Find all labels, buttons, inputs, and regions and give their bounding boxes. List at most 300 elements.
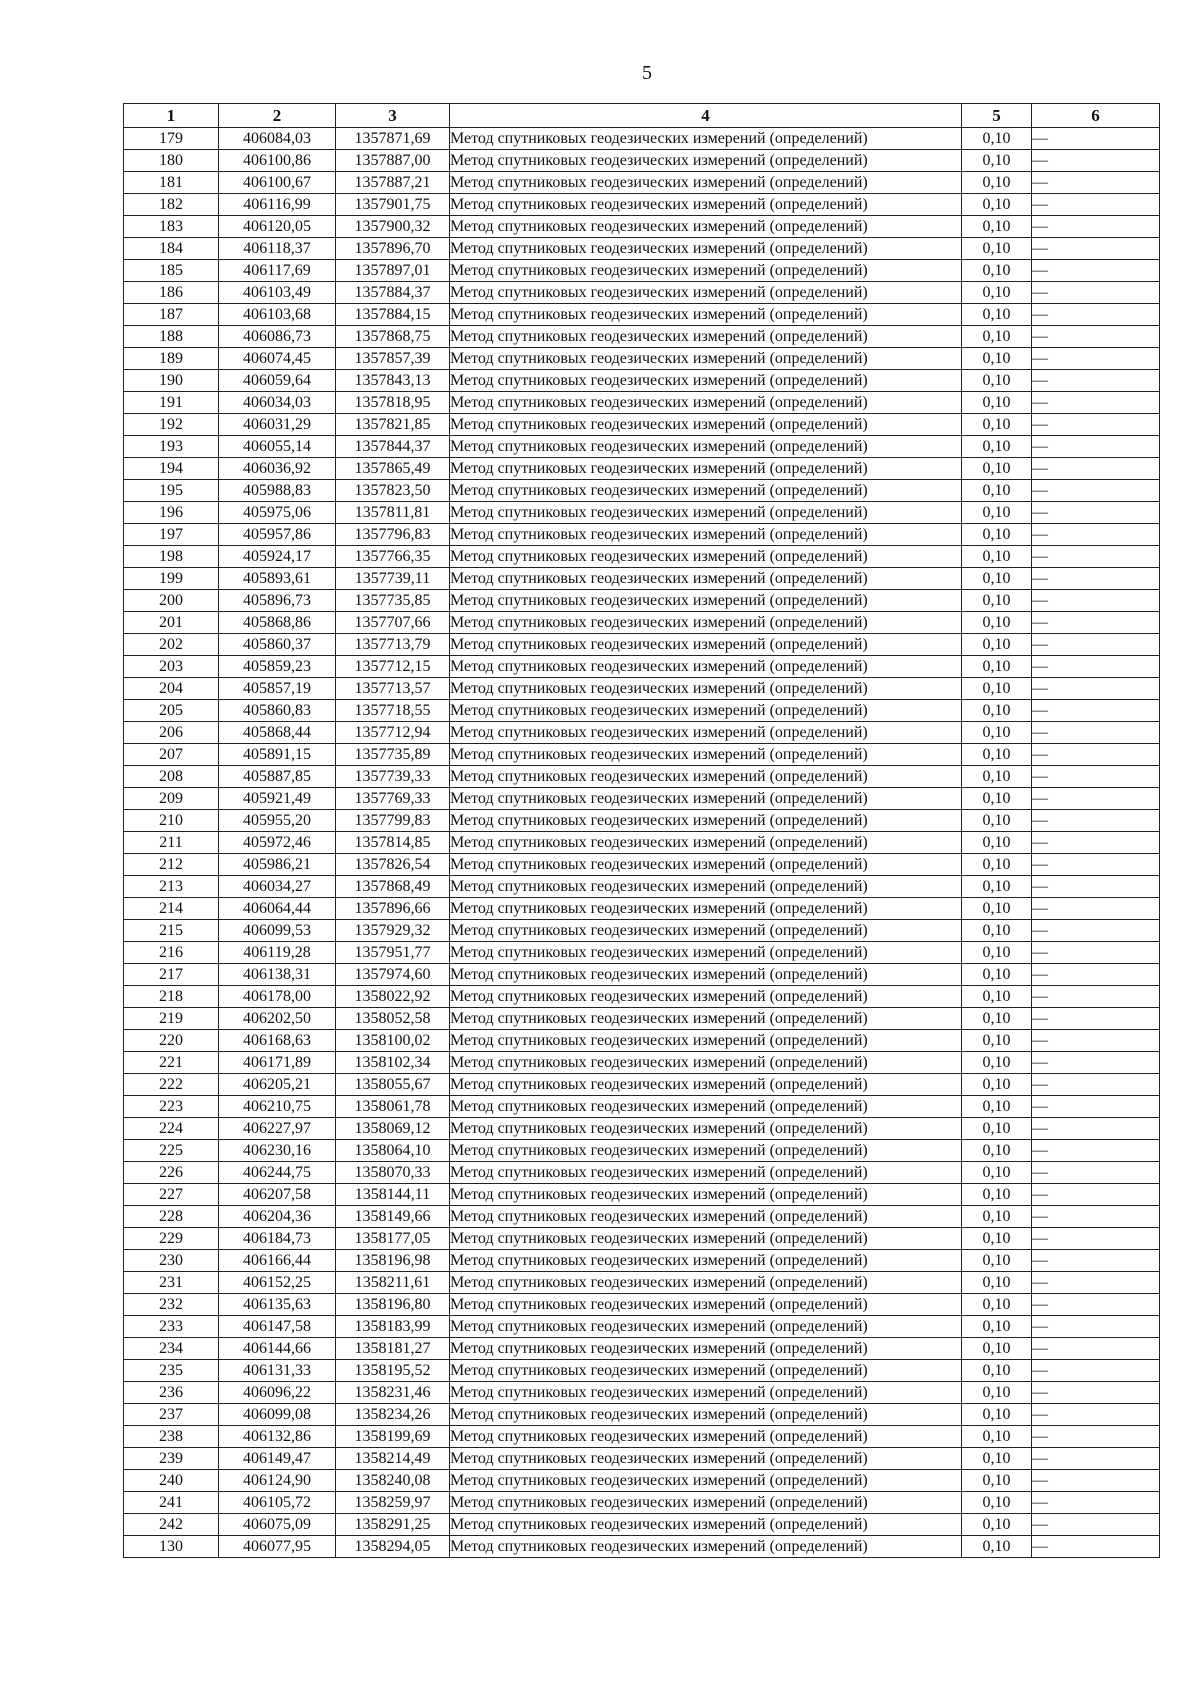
method-cell: Метод спутниковых геодезических измерений (определений) [450,876,962,898]
description-cell: — [1032,920,1160,942]
accuracy-cell: 0,10 [962,1184,1032,1206]
x-coordinate-cell: 406138,31 [219,964,336,986]
method-cell: Метод спутниковых геодезических измерений (определений) [450,414,962,436]
method-cell: Метод спутниковых геодезических измерений (определений) [450,1206,962,1228]
method-cell: Метод спутниковых геодезических измерений (определений) [450,568,962,590]
table-header-row [124,104,1160,128]
description-cell: — [1032,634,1160,656]
description-cell: — [1032,172,1160,194]
x-coordinate-cell: 406166,44 [219,1250,336,1272]
method-cell: Метод спутниковых геодезических измерений (определений) [450,1426,962,1448]
accuracy-cell: 0,10 [962,854,1032,876]
x-coordinate-cell: 406202,50 [219,1008,336,1030]
description-cell: — [1032,370,1160,392]
point-number-cell: 233 [124,1316,219,1338]
method-cell: Метод спутниковых геодезических измерений (определений) [450,1184,962,1206]
method-cell: Метод спутниковых геодезических измерений (определений) [450,1272,962,1294]
table-row [124,1074,1160,1096]
table-row [124,238,1160,260]
y-coordinate-cell: 1358052,58 [336,1008,450,1030]
table-row [124,1360,1160,1382]
table-row [124,810,1160,832]
point-number-cell: 230 [124,1250,219,1272]
table-row [124,568,1160,590]
x-coordinate-cell: 406036,92 [219,458,336,480]
point-number-cell: 213 [124,876,219,898]
x-coordinate-cell: 406075,09 [219,1514,336,1536]
accuracy-cell: 0,10 [962,1404,1032,1426]
table-row [124,436,1160,458]
y-coordinate-cell: 1357823,50 [336,480,450,502]
table-row [124,920,1160,942]
y-coordinate-cell: 1357796,83 [336,524,450,546]
x-coordinate-cell: 406059,64 [219,370,336,392]
point-number-cell: 209 [124,788,219,810]
point-number-cell: 229 [124,1228,219,1250]
accuracy-cell: 0,10 [962,436,1032,458]
accuracy-cell: 0,10 [962,1096,1032,1118]
description-cell: — [1032,502,1160,524]
method-cell: Метод спутниковых геодезических измерений (определений) [450,150,962,172]
method-cell: Метод спутниковых геодезических измерений (определений) [450,744,962,766]
point-number-cell: 187 [124,304,219,326]
x-coordinate-cell: 406034,03 [219,392,336,414]
y-coordinate-cell: 1358064,10 [336,1140,450,1162]
y-coordinate-cell: 1357974,60 [336,964,450,986]
y-coordinate-cell: 1357884,37 [336,282,450,304]
method-cell: Метод спутниковых геодезических измерений (определений) [450,282,962,304]
y-coordinate-cell: 1358259,97 [336,1492,450,1514]
point-number-cell: 183 [124,216,219,238]
description-cell: — [1032,524,1160,546]
table-row [124,1184,1160,1206]
x-coordinate-cell: 405891,15 [219,744,336,766]
table-row [124,150,1160,172]
point-number-cell: 214 [124,898,219,920]
method-cell: Метод спутниковых геодезических измерений (определений) [450,326,962,348]
method-cell: Метод спутниковых геодезических измерений (определений) [450,436,962,458]
x-coordinate-cell: 405887,85 [219,766,336,788]
description-cell: — [1032,436,1160,458]
description-cell: — [1032,964,1160,986]
table-row [124,1118,1160,1140]
x-coordinate-cell: 406120,05 [219,216,336,238]
method-cell: Метод спутниковых геодезических измерений (определений) [450,942,962,964]
accuracy-cell: 0,10 [962,722,1032,744]
x-coordinate-cell: 406147,58 [219,1316,336,1338]
description-cell: — [1032,612,1160,634]
table-row [124,766,1160,788]
point-number-cell: 189 [124,348,219,370]
description-cell: — [1032,414,1160,436]
method-cell: Метод спутниковых геодезических измерений (определений) [450,194,962,216]
x-coordinate-cell: 405975,06 [219,502,336,524]
y-coordinate-cell: 1358061,78 [336,1096,450,1118]
accuracy-cell: 0,10 [962,1074,1032,1096]
description-cell: — [1032,1052,1160,1074]
point-number-cell: 196 [124,502,219,524]
column-header-method: 4 [450,104,962,128]
y-coordinate-cell: 1357826,54 [336,854,450,876]
method-cell: Метод спутниковых геодезических измерений (определений) [450,1096,962,1118]
description-cell: — [1032,260,1160,282]
y-coordinate-cell: 1357712,15 [336,656,450,678]
point-number-cell: 192 [124,414,219,436]
point-number-cell: 234 [124,1338,219,1360]
accuracy-cell: 0,10 [962,1294,1032,1316]
accuracy-cell: 0,10 [962,392,1032,414]
point-number-cell: 238 [124,1426,219,1448]
table-body [124,128,1160,1558]
y-coordinate-cell: 1357811,81 [336,502,450,524]
accuracy-cell: 0,10 [962,326,1032,348]
accuracy-cell: 0,10 [962,920,1032,942]
table-row [124,1030,1160,1052]
method-cell: Метод спутниковых геодезических измерений (определений) [450,1074,962,1096]
description-cell: — [1032,194,1160,216]
point-number-cell: 223 [124,1096,219,1118]
x-coordinate-cell: 406118,37 [219,238,336,260]
accuracy-cell: 0,10 [962,546,1032,568]
method-cell: Метод спутниковых геодезических измерений (определений) [450,1228,962,1250]
description-cell: — [1032,744,1160,766]
table-row [124,502,1160,524]
method-cell: Метод спутниковых геодезических измерений (определений) [450,810,962,832]
accuracy-cell: 0,10 [962,590,1032,612]
method-cell: Метод спутниковых геодезических измерений (определений) [450,348,962,370]
accuracy-cell: 0,10 [962,568,1032,590]
description-cell: — [1032,788,1160,810]
point-number-cell: 203 [124,656,219,678]
accuracy-cell: 0,10 [962,414,1032,436]
method-cell: Метод спутниковых геодезических измерений (определений) [450,1008,962,1030]
description-cell: — [1032,1140,1160,1162]
point-number-cell: 215 [124,920,219,942]
description-cell: — [1032,1338,1160,1360]
y-coordinate-cell: 1358211,61 [336,1272,450,1294]
y-coordinate-cell: 1357735,89 [336,744,450,766]
y-coordinate-cell: 1357871,69 [336,128,450,150]
x-coordinate-cell: 406207,58 [219,1184,336,1206]
x-coordinate-cell: 406205,21 [219,1074,336,1096]
x-coordinate-cell: 406230,16 [219,1140,336,1162]
accuracy-cell: 0,10 [962,766,1032,788]
method-cell: Метод спутниковых геодезических измерений (определений) [450,238,962,260]
accuracy-cell: 0,10 [962,502,1032,524]
table-row [124,1162,1160,1184]
point-number-cell: 181 [124,172,219,194]
y-coordinate-cell: 1357739,33 [336,766,450,788]
accuracy-cell: 0,10 [962,1536,1032,1558]
point-number-cell: 239 [124,1448,219,1470]
y-coordinate-cell: 1357766,35 [336,546,450,568]
y-coordinate-cell: 1358231,46 [336,1382,450,1404]
accuracy-cell: 0,10 [962,656,1032,678]
x-coordinate-cell: 406099,08 [219,1404,336,1426]
table-row [124,678,1160,700]
description-cell: — [1032,656,1160,678]
description-cell: — [1032,986,1160,1008]
table-row [124,876,1160,898]
accuracy-cell: 0,10 [962,238,1032,260]
point-number-cell: 221 [124,1052,219,1074]
method-cell: Метод спутниковых геодезических измерений (определений) [450,1404,962,1426]
table-row [124,1250,1160,1272]
y-coordinate-cell: 1358100,02 [336,1030,450,1052]
y-coordinate-cell: 1357897,01 [336,260,450,282]
point-number-cell: 199 [124,568,219,590]
method-cell: Метод спутниковых геодезических измерений (определений) [450,128,962,150]
description-cell: — [1032,1096,1160,1118]
y-coordinate-cell: 1357713,57 [336,678,450,700]
table-row [124,942,1160,964]
description-cell: — [1032,1074,1160,1096]
point-number-cell: 241 [124,1492,219,1514]
x-coordinate-cell: 406103,68 [219,304,336,326]
point-number-cell: 193 [124,436,219,458]
table-row [124,1316,1160,1338]
table-row [124,700,1160,722]
method-cell: Метод спутниковых геодезических измерений (определений) [450,832,962,854]
column-header-description: 6 [1032,104,1160,128]
point-number-cell: 185 [124,260,219,282]
accuracy-cell: 0,10 [962,1250,1032,1272]
method-cell: Метод спутниковых геодезических измерений (определений) [450,546,962,568]
point-number-cell: 210 [124,810,219,832]
accuracy-cell: 0,10 [962,1382,1032,1404]
y-coordinate-cell: 1358055,67 [336,1074,450,1096]
y-coordinate-cell: 1358181,27 [336,1338,450,1360]
accuracy-cell: 0,10 [962,458,1032,480]
y-coordinate-cell: 1358240,08 [336,1470,450,1492]
description-cell: — [1032,1448,1160,1470]
method-cell: Метод спутниковых геодезических измерений (определений) [450,1162,962,1184]
method-cell: Метод спутниковых геодезических измерений (определений) [450,854,962,876]
point-number-cell: 225 [124,1140,219,1162]
x-coordinate-cell: 405859,23 [219,656,336,678]
point-number-cell: 224 [124,1118,219,1140]
accuracy-cell: 0,10 [962,1052,1032,1074]
y-coordinate-cell: 1357887,21 [336,172,450,194]
x-coordinate-cell: 405924,17 [219,546,336,568]
method-cell: Метод спутниковых геодезических измерений (определений) [450,1360,962,1382]
accuracy-cell: 0,10 [962,678,1032,700]
accuracy-cell: 0,10 [962,1492,1032,1514]
description-cell: — [1032,1426,1160,1448]
accuracy-cell: 0,10 [962,304,1032,326]
method-cell: Метод спутниковых геодезических измерений (определений) [450,722,962,744]
method-cell: Метод спутниковых геодезических измерений (определений) [450,1492,962,1514]
y-coordinate-cell: 1358196,98 [336,1250,450,1272]
x-coordinate-cell: 405955,20 [219,810,336,832]
x-coordinate-cell: 406149,47 [219,1448,336,1470]
table-row [124,1272,1160,1294]
y-coordinate-cell: 1358149,66 [336,1206,450,1228]
table-row [124,260,1160,282]
table-row [124,634,1160,656]
description-cell: — [1032,1206,1160,1228]
table-row [124,326,1160,348]
y-coordinate-cell: 1357868,49 [336,876,450,898]
x-coordinate-cell: 405860,83 [219,700,336,722]
y-coordinate-cell: 1357818,95 [336,392,450,414]
table-row [124,1382,1160,1404]
table-row [124,854,1160,876]
description-cell: — [1032,1360,1160,1382]
point-number-cell: 204 [124,678,219,700]
y-coordinate-cell: 1357929,32 [336,920,450,942]
accuracy-cell: 0,10 [962,744,1032,766]
accuracy-cell: 0,10 [962,634,1032,656]
table-row [124,370,1160,392]
table-row [124,392,1160,414]
point-number-cell: 182 [124,194,219,216]
y-coordinate-cell: 1357868,75 [336,326,450,348]
point-number-cell: 184 [124,238,219,260]
point-number-cell: 217 [124,964,219,986]
description-cell: — [1032,326,1160,348]
x-coordinate-cell: 406144,66 [219,1338,336,1360]
y-coordinate-cell: 1357799,83 [336,810,450,832]
description-cell: — [1032,766,1160,788]
x-coordinate-cell: 406117,69 [219,260,336,282]
x-coordinate-cell: 406099,53 [219,920,336,942]
method-cell: Метод спутниковых геодезических измерений (определений) [450,788,962,810]
accuracy-cell: 0,10 [962,194,1032,216]
x-coordinate-cell: 406168,63 [219,1030,336,1052]
table-row [124,788,1160,810]
method-cell: Метод спутниковых геодезических измерений (определений) [450,590,962,612]
accuracy-cell: 0,10 [962,1162,1032,1184]
accuracy-cell: 0,10 [962,1008,1032,1030]
x-coordinate-cell: 406084,03 [219,128,336,150]
y-coordinate-cell: 1357769,33 [336,788,450,810]
accuracy-cell: 0,10 [962,964,1032,986]
method-cell: Метод спутниковых геодезических измерений (определений) [450,1140,962,1162]
description-cell: — [1032,568,1160,590]
x-coordinate-cell: 406096,22 [219,1382,336,1404]
table-row [124,744,1160,766]
method-cell: Метод спутниковых геодезических измерений (определений) [450,986,962,1008]
description-cell: — [1032,1250,1160,1272]
x-coordinate-cell: 406124,90 [219,1470,336,1492]
table-row [124,1492,1160,1514]
x-coordinate-cell: 406204,36 [219,1206,336,1228]
y-coordinate-cell: 1358183,99 [336,1316,450,1338]
table-row [124,986,1160,1008]
description-cell: — [1032,722,1160,744]
point-number-cell: 218 [124,986,219,1008]
method-cell: Метод спутниковых геодезических измерений (определений) [450,1052,962,1074]
x-coordinate-cell: 406064,44 [219,898,336,920]
table-row [124,832,1160,854]
method-cell: Метод спутниковых геодезических измерений (определений) [450,1514,962,1536]
point-number-cell: 242 [124,1514,219,1536]
x-coordinate-cell: 405986,21 [219,854,336,876]
column-header-point-number: 1 [124,104,219,128]
table-row [124,1228,1160,1250]
accuracy-cell: 0,10 [962,810,1032,832]
table-row [124,898,1160,920]
point-number-cell: 205 [124,700,219,722]
y-coordinate-cell: 1357900,32 [336,216,450,238]
description-cell: — [1032,238,1160,260]
point-number-cell: 228 [124,1206,219,1228]
point-number-cell: 240 [124,1470,219,1492]
y-coordinate-cell: 1357739,11 [336,568,450,590]
x-coordinate-cell: 406055,14 [219,436,336,458]
description-cell: — [1032,1492,1160,1514]
y-coordinate-cell: 1357857,39 [336,348,450,370]
accuracy-cell: 0,10 [962,348,1032,370]
accuracy-cell: 0,10 [962,898,1032,920]
y-coordinate-cell: 1357718,55 [336,700,450,722]
method-cell: Метод спутниковых геодезических измерений (определений) [450,964,962,986]
y-coordinate-cell: 1358144,11 [336,1184,450,1206]
table-row [124,1206,1160,1228]
y-coordinate-cell: 1357821,85 [336,414,450,436]
point-number-cell: 237 [124,1404,219,1426]
page-number: 5 [642,62,652,84]
method-cell: Метод спутниковых геодезических измерений (определений) [450,370,962,392]
description-cell: — [1032,832,1160,854]
point-number-cell: 216 [124,942,219,964]
column-header-accuracy: 5 [962,104,1032,128]
method-cell: Метод спутниковых геодезических измерений (определений) [450,304,962,326]
method-cell: Метод спутниковых геодезических измерений (определений) [450,634,962,656]
method-cell: Метод спутниковых геодезических измерений (определений) [450,678,962,700]
table-row [124,964,1160,986]
x-coordinate-cell: 405896,73 [219,590,336,612]
description-cell: — [1032,282,1160,304]
description-cell: — [1032,1008,1160,1030]
y-coordinate-cell: 1357896,66 [336,898,450,920]
table-row [124,1140,1160,1162]
point-number-cell: 188 [124,326,219,348]
method-cell: Метод спутниковых геодезических измерений (определений) [450,1250,962,1272]
description-cell: — [1032,216,1160,238]
point-number-cell: 179 [124,128,219,150]
description-cell: — [1032,480,1160,502]
accuracy-cell: 0,10 [962,128,1032,150]
description-cell: — [1032,458,1160,480]
accuracy-cell: 0,10 [962,150,1032,172]
table-row [124,590,1160,612]
method-cell: Метод спутниковых геодезических измерений (определений) [450,458,962,480]
point-number-cell: 227 [124,1184,219,1206]
description-cell: — [1032,854,1160,876]
table-row [124,1470,1160,1492]
point-number-cell: 219 [124,1008,219,1030]
description-cell: — [1032,150,1160,172]
x-coordinate-cell: 406152,25 [219,1272,336,1294]
accuracy-cell: 0,10 [962,876,1032,898]
method-cell: Метод спутниковых геодезических измерений (определений) [450,656,962,678]
x-coordinate-cell: 406100,86 [219,150,336,172]
y-coordinate-cell: 1357865,49 [336,458,450,480]
table-row [124,524,1160,546]
table-row [124,128,1160,150]
accuracy-cell: 0,10 [962,986,1032,1008]
x-coordinate-cell: 406074,45 [219,348,336,370]
description-cell: — [1032,876,1160,898]
accuracy-cell: 0,10 [962,172,1032,194]
point-number-cell: 208 [124,766,219,788]
description-cell: — [1032,590,1160,612]
method-cell: Метод спутниковых геодезических измерений (определений) [450,1118,962,1140]
x-coordinate-cell: 405860,37 [219,634,336,656]
x-coordinate-cell: 406210,75 [219,1096,336,1118]
